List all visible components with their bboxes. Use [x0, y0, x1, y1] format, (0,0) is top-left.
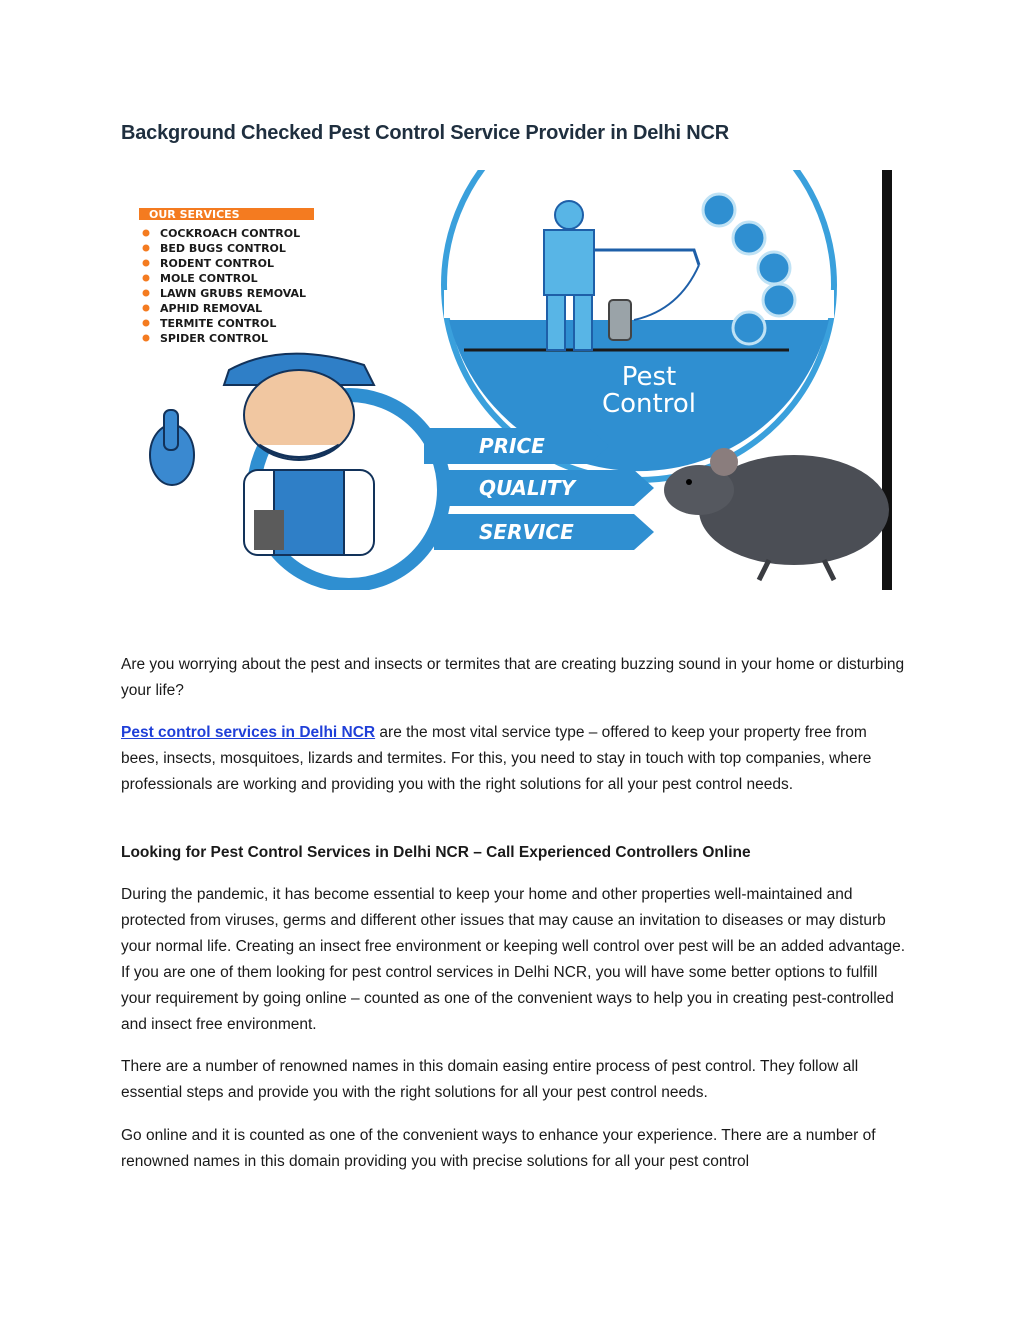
- paragraph-renowned: There are a number of renowned names in this domain easing entire process of pest control. They follow all essential steps and provide you with the right solutions for all your pest control needs.: [121, 1058, 859, 1101]
- service-item: TERMITE CONTROL: [160, 317, 277, 330]
- badge-control: Control: [602, 389, 696, 419]
- paragraph-services-text: are the most vital service type – offered to keep your property free from bees, insects, mosquitoes, lizards and termites. For this, you need to stay in touch with top companies, where professionals are working and providing you with the right solutions for all your pest control needs.: [121, 724, 872, 793]
- page-title: Background Checked Pest Control Service Provider in Delhi NCR: [121, 122, 729, 144]
- spider-icon: [758, 252, 790, 284]
- banner-service: SERVICE: [479, 520, 574, 544]
- tick-icon: [733, 312, 765, 344]
- paragraph-online: Go online and it is counted as one of the convenient ways to enhance your experience. There are a number of renowned names in this domain providing you with precise solutions for all your pest control: [121, 1127, 876, 1170]
- service-item: APHID REMOVAL: [160, 302, 263, 315]
- paragraph-services: [121, 720, 906, 798]
- cockroach-icon: [733, 222, 765, 254]
- hero-image: [134, 170, 894, 590]
- bedbug-icon: [763, 284, 795, 316]
- mosquito-icon: [703, 194, 735, 226]
- banner-quality: QUALITY: [479, 476, 576, 500]
- service-item: COCKROACH CONTROL: [160, 227, 301, 240]
- service-item: RODENT CONTROL: [160, 257, 274, 270]
- paragraph-intro: Are you worrying about the pest and insects or termites that are creating buzzing sound in your home or disturbing your life?: [121, 656, 905, 699]
- subheading: Looking for Pest Control Services in Delhi NCR – Call Experienced Controllers Online: [121, 844, 751, 861]
- paragraph-pandemic: During the pandemic, it has become essential to keep your home and other properties well-maintained and protected from viruses, germs and different other issues that may cause an invitation to diseases or may disturb your normal life. Creating an insect free environment or keeping well control over pest will be an added advantage. If you are one of them looking for pest control services in Delhi NCR, you will have some better options to fulfill your requirement by going online – counted as one of the convenient ways to help you in creating pest-controlled and insect free environment.: [121, 886, 906, 1033]
- banner-price: PRICE: [479, 434, 545, 458]
- badge-pest: Pest: [621, 362, 677, 392]
- services-header: OUR SERVICES: [149, 208, 240, 221]
- pest-control-link[interactable]: Pest control services in Delhi NCR: [121, 724, 376, 741]
- service-item: MOLE CONTROL: [160, 272, 258, 285]
- service-item: BED BUGS CONTROL: [160, 242, 286, 255]
- service-item: LAWN GRUBS REMOVAL: [160, 287, 307, 300]
- service-item: SPIDER CONTROL: [160, 332, 268, 345]
